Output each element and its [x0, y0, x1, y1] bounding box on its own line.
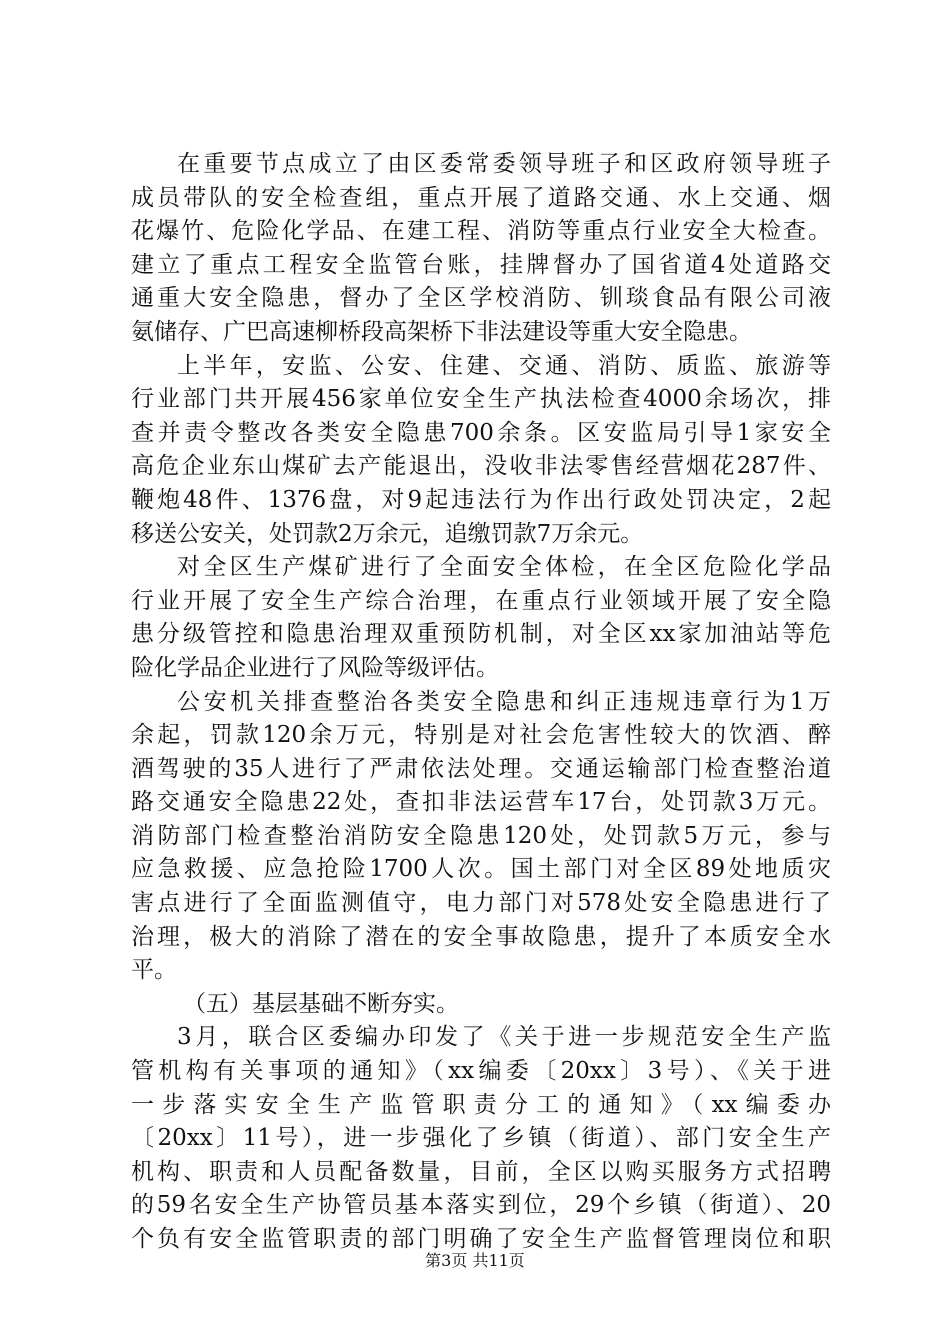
page-footer	[0, 1250, 950, 1272]
text-line: 对全区生产煤矿进行了全面安全体检，在全区危险化学品	[177, 554, 831, 581]
text-line: 路交通安全隐患22处，查扣非法运营车17台，处罚款3万元。	[131, 789, 831, 816]
text-line: 鞭炮48件、1376盘，对9起违法行为作出行政处罚决定，2起	[131, 486, 831, 513]
text-line: 平。	[131, 957, 177, 984]
paragraph	[131, 1021, 831, 1256]
text-line: 通重大安全隐患，督办了全区学校消防、钏琰食品有限公司液	[131, 285, 831, 312]
paragraph	[131, 686, 831, 988]
text-line: 成员带队的安全检查组，重点开展了道路交通、水上交通、烟	[131, 184, 831, 211]
text-line: 酒驾驶的35人进行了严肃依法处理。交通运输部门检查整治道	[131, 755, 831, 782]
paragraph	[131, 350, 831, 552]
text-line: 氨储存、广巴高速柳桥段高架桥下非法建设等重大安全隐患。	[131, 318, 752, 345]
text-line: 〔20xx〕11号），进一步强化了乡镇（街道）、部门安全生产	[131, 1125, 831, 1152]
text-line: 行业开展了安全生产综合治理，在重点行业领域开展了安全隐	[131, 587, 831, 614]
text-line: 上半年，安监、公安、住建、交通、消防、质监、旅游等	[177, 352, 831, 379]
document-body	[131, 148, 831, 1257]
text-line: 一步落实安全生产监管职责分工的通知》（xx编委办	[131, 1091, 831, 1118]
text-line: 公安机关排查整治各类安全隐患和纠正违规违章行为1万	[177, 688, 831, 715]
text-line: 消防部门检查整治消防安全隐患120处，处罚款5万元，参与	[131, 822, 831, 849]
text-line: 余起，罚款120余万元，特别是对社会危害性较大的饮酒、醉	[131, 722, 831, 749]
text-line: 花爆竹、危险化学品、在建工程、消防等重点行业安全大检查。	[131, 218, 831, 245]
text-line: 应急救援、应急抢险1700人次。国土部门对全区89处地质灾	[131, 856, 831, 883]
section-heading	[131, 988, 831, 1022]
text-line: 患分级管控和隐患治理双重预防机制，对全区xx家加油站等危	[131, 621, 831, 648]
text-line: 建立了重点工程安全监管台账，挂牌督办了国省道4处道路交	[131, 251, 831, 278]
text-line: 3月，联合区委编办印发了《关于进一步规范安全生产监	[177, 1024, 831, 1051]
text-line: 行业部门共开展456家单位安全生产执法检查4000余场次，排	[131, 386, 831, 413]
paragraph	[131, 551, 831, 685]
text-line: 移送公安关，处罚款2万余元，追缴罚款7万余元。	[131, 520, 644, 547]
text-line: 机构、职责和人员配备数量，目前，全区以购买服务方式招聘	[131, 1158, 831, 1185]
text-line: 管机构有关事项的通知》（xx编委〔20xx〕3号）、《关于进	[131, 1058, 831, 1085]
page-number: 第3页 共11页	[425, 1251, 525, 1270]
text-line: 的59名安全生产协管员基本落实到位，29个乡镇（街道）、20	[131, 1192, 831, 1219]
text-line: 害点进行了全面监测值守，电力部门对578处安全隐患进行了	[131, 890, 831, 917]
section-heading-text: （五）基层基础不断夯实。	[183, 990, 459, 1017]
text-line: 高危企业东山煤矿去产能退出，没收非法零售经营烟花287件、	[131, 453, 831, 480]
text-line: 查并责令整改各类安全隐患700余条。区安监局引导1家安全	[131, 419, 831, 446]
text-line: 个负有安全监管职责的部门明确了安全生产监督管理岗位和职	[131, 1226, 831, 1252]
paragraph	[131, 148, 831, 350]
text-line: 险化学品企业进行了风险等级评估。	[131, 654, 499, 681]
text-line: 治理，极大的消除了潜在的安全事故隐患，提升了本质安全水	[131, 923, 831, 950]
text-line: 在重要节点成立了由区委常委领导班子和区政府领导班子	[177, 151, 831, 177]
